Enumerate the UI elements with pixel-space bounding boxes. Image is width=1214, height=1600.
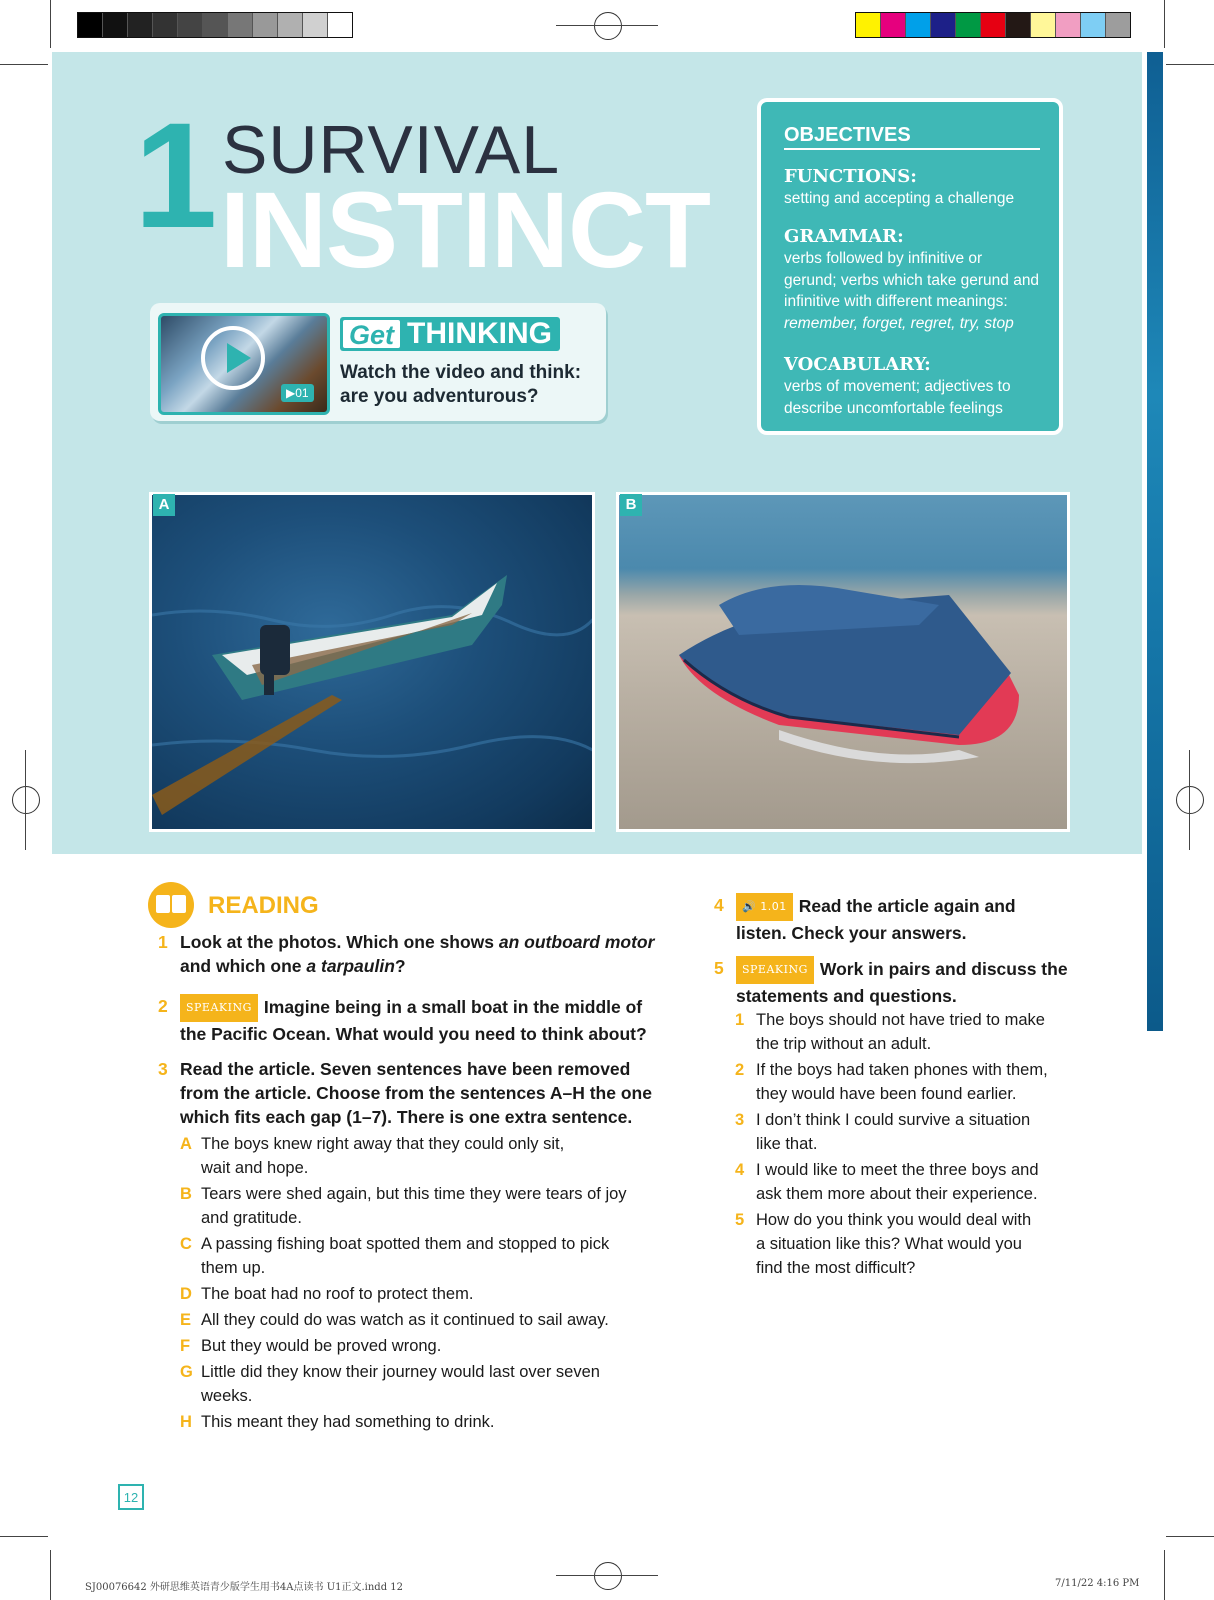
- exercise-number: 5: [714, 958, 724, 978]
- rowboat-illustration: [152, 495, 595, 832]
- grammar-text: [784, 248, 1046, 334]
- statement-text: The boys should not have tried to make: [756, 1011, 1045, 1029]
- statement-text: ask them more about their experience.: [756, 1185, 1038, 1203]
- option-text: Tears were shed again, but this time they were tears of joy: [201, 1185, 627, 1203]
- option-item: [180, 1334, 671, 1358]
- crop-mark: [1166, 1536, 1214, 1537]
- exercise-text: and which one: [180, 956, 307, 976]
- statement-number: 2: [735, 1061, 745, 1079]
- statement-text: I don’t think I could survive a situation: [756, 1111, 1031, 1129]
- statement-item: [735, 1058, 1096, 1106]
- option-text: and gratitude.: [201, 1209, 302, 1227]
- functions-heading: FUNCTIONS:: [784, 166, 917, 187]
- vocabulary-heading: VOCABULARY:: [784, 354, 931, 375]
- print-slug-filename: SJ00076642 外研思维英语青少版学生用书4A点读书 U1正文.indd 12: [85, 1582, 404, 1593]
- video-number-badge: ▶01: [281, 384, 314, 402]
- statement-item: [735, 1108, 1096, 1156]
- option-item: [180, 1360, 671, 1408]
- get-thinking-panel: [150, 303, 606, 421]
- photo-b-label: B: [620, 494, 642, 516]
- option-text: weeks.: [201, 1387, 253, 1405]
- crop-mark: [556, 25, 658, 26]
- audio-track-number: 1.01: [760, 900, 787, 913]
- option-text: This meant they had something to drink.: [201, 1413, 495, 1431]
- statement-number: 4: [735, 1161, 745, 1179]
- option-text: Little did they know their journey would last over seven: [201, 1363, 600, 1381]
- option-item: [180, 1282, 671, 1306]
- option-text: wait and hope.: [201, 1159, 309, 1177]
- option-letter: G: [180, 1363, 193, 1381]
- exercise-number: 3: [158, 1059, 168, 1079]
- statement-text: If the boys had taken phones with them,: [756, 1061, 1048, 1079]
- get-thinking-logo-thinking: THINKING: [407, 317, 553, 350]
- grayscale-swatch-bar: [77, 12, 353, 38]
- reading-heading: READING: [208, 892, 319, 919]
- grammar-text-line: remember, forget, regret, try, stop: [784, 314, 1014, 332]
- crop-mark: [1166, 64, 1214, 65]
- get-thinking-line1: Watch the video and think:: [340, 362, 582, 383]
- photo-b-inflatable-boat-on-beach: [616, 492, 1070, 832]
- exercise-text: from the article. Choose from the sentences A–H the one: [180, 1083, 652, 1103]
- speaker-icon: 🔊: [742, 900, 757, 913]
- statement-text: How do you think you would deal with: [756, 1211, 1032, 1229]
- photo-a-label: A: [153, 494, 175, 516]
- option-text: But they would be proved wrong.: [201, 1337, 442, 1355]
- exercise-2: [158, 994, 670, 1046]
- photo-a-boat-on-water: [149, 492, 595, 832]
- exercise-number: 4: [714, 895, 724, 915]
- get-thinking-line2: are you adventurous?: [340, 386, 539, 407]
- statement-number: 1: [735, 1011, 745, 1029]
- option-letter: A: [180, 1135, 192, 1153]
- option-item: [180, 1132, 671, 1180]
- statement-item: [735, 1158, 1096, 1206]
- option-letter: C: [180, 1235, 192, 1253]
- option-letter: E: [180, 1311, 192, 1329]
- print-slug-date: 7/11/22 4:16 PM: [1055, 1578, 1140, 1589]
- statement-text: they would have been found earlier.: [756, 1085, 1017, 1103]
- functions-text: setting and accepting a challenge: [784, 190, 1015, 207]
- exercise-text: the Pacific Ocean. What would you need to think about?: [180, 1024, 647, 1044]
- exercise-text: ?: [394, 956, 406, 976]
- grammar-text-line: verbs followed by infinitive or: [784, 250, 983, 267]
- exercise-text-italic: an outboard motor: [498, 932, 655, 952]
- grammar-text-line: infinitive with different meanings:: [784, 293, 1008, 310]
- inflatable-boat-illustration: [619, 495, 1070, 832]
- objectives-box: [757, 98, 1063, 435]
- crop-mark: [0, 1536, 48, 1537]
- grammar-text-line: gerund; verbs which take gerund and: [784, 271, 1040, 289]
- exercise-text: statements and questions.: [736, 986, 957, 1006]
- crop-mark: [50, 1550, 51, 1600]
- option-item: [180, 1232, 671, 1280]
- vocabulary-text-line: describe uncomfortable feelings: [784, 399, 1003, 417]
- option-item: [180, 1410, 671, 1434]
- exercise-5: [714, 956, 1096, 1008]
- color-swatch-bar: [855, 12, 1131, 38]
- registration-mark: [1176, 786, 1204, 814]
- option-letter: F: [180, 1337, 191, 1355]
- crop-mark: [1164, 0, 1165, 48]
- get-thinking-logo: [340, 317, 560, 351]
- audio-track-tag[interactable]: [736, 893, 793, 921]
- statement-text: a situation like this? What would you: [756, 1235, 1022, 1253]
- vocabulary-text: [784, 376, 1046, 419]
- option-item: [180, 1182, 671, 1230]
- statement-text: like that.: [756, 1135, 818, 1153]
- objectives-title: OBJECTIVES: [784, 124, 1040, 150]
- vocabulary-text-line: verbs of movement; adjectives to: [784, 378, 1011, 395]
- option-text: The boys knew right away that they could only sit,: [201, 1135, 565, 1153]
- option-letter: H: [180, 1413, 192, 1431]
- registration-mark: [594, 12, 622, 40]
- exercise-text: Read the article. Seven sentences have been removed: [180, 1059, 631, 1079]
- get-thinking-prompt: [340, 361, 581, 409]
- exercise-text: Look at the photos. Which one shows: [180, 932, 499, 952]
- option-text: All they could do was watch as it continued to sail away.: [201, 1311, 609, 1329]
- grammar-heading: GRAMMAR:: [784, 226, 904, 247]
- sea-edge-strip: [1147, 52, 1163, 1031]
- exercise-text: Imagine being in a small boat in the middle of: [263, 997, 643, 1017]
- statement-number: 5: [735, 1211, 745, 1229]
- statement-text: the trip without an adult.: [756, 1035, 932, 1053]
- statement-text: find the most difficult?: [756, 1259, 916, 1277]
- crop-mark: [1164, 1550, 1165, 1600]
- exercise-number: 2: [158, 996, 168, 1016]
- exercise-1: [158, 930, 660, 978]
- statement-item: [735, 1008, 1096, 1056]
- video-thumbnail[interactable]: [158, 313, 330, 415]
- exercise-text: which fits each gap (1–7). There is one extra sentence.: [180, 1107, 633, 1127]
- option-text: The boat had no roof to protect them.: [201, 1285, 474, 1303]
- exercise-text: Work in pairs and discuss the: [819, 959, 1068, 979]
- crop-mark: [1189, 750, 1190, 850]
- exercise-number: 1: [158, 932, 168, 952]
- exercise-text: listen. Check your answers.: [736, 923, 967, 943]
- option-text: them up.: [201, 1259, 266, 1277]
- crop-mark: [25, 750, 26, 850]
- crop-mark: [556, 1575, 658, 1576]
- unit-number: 1: [134, 91, 218, 259]
- statement-number: 3: [735, 1111, 745, 1129]
- statement-item: [735, 1208, 1096, 1280]
- exercise-3: [158, 1057, 670, 1129]
- play-icon[interactable]: [201, 326, 265, 390]
- reading-book-icon: [148, 882, 194, 928]
- unit-title-line1: SURVIVAL: [222, 112, 561, 188]
- registration-mark: [594, 1562, 622, 1590]
- page-number: 12: [118, 1484, 144, 1510]
- unit-title-line2: INSTINCT: [220, 169, 710, 290]
- exercise-4: [714, 893, 1096, 945]
- statement-text: I would like to meet the three boys and: [756, 1161, 1039, 1179]
- exercise-text-italic: a tarpaulin: [306, 956, 395, 976]
- crop-mark: [50, 0, 51, 48]
- option-item: [180, 1308, 671, 1332]
- registration-mark: [12, 786, 40, 814]
- option-letter: B: [180, 1185, 192, 1203]
- speaking-tag: SPEAKING: [736, 956, 814, 984]
- get-thinking-logo-get: Get: [343, 320, 400, 348]
- exercise-text: Read the article again and: [798, 896, 1016, 916]
- speaking-tag: SPEAKING: [180, 994, 258, 1022]
- crop-mark: [0, 64, 48, 65]
- option-letter: D: [180, 1285, 192, 1303]
- option-text: A passing fishing boat spotted them and stopped to pick: [201, 1235, 610, 1253]
